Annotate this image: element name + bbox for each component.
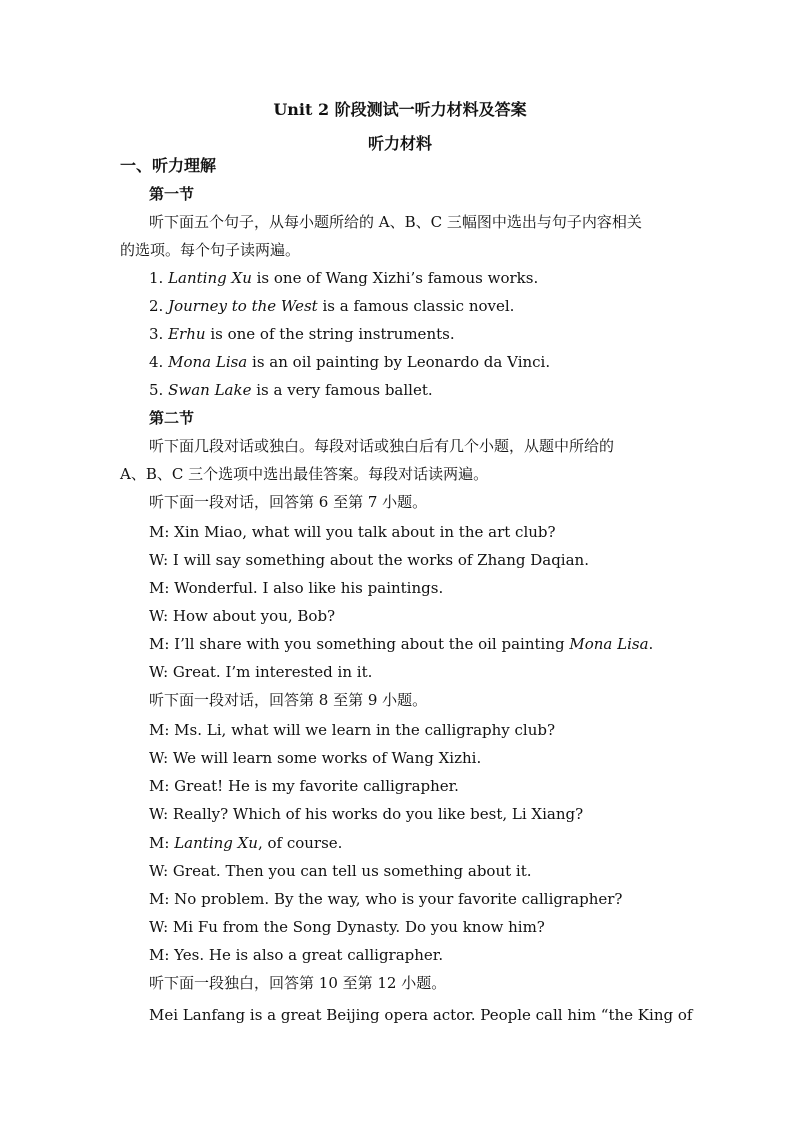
dialog-line: W: Great. I’m interested in it.	[149, 663, 373, 681]
dialog-line: W: Great. Then you can tell us something about it.	[149, 862, 532, 880]
dialog-line: M: Lanting Xu, of course.	[149, 834, 343, 852]
part2-instruction-line2: A、B、C 三个选项中选出最佳答案。每段对话读两遍。	[120, 465, 489, 483]
dialog-line: W: Mi Fu from the Song Dynasty. Do you know him?	[149, 918, 545, 936]
dialog-line: M: Great! He is my favorite calligrapher.	[149, 777, 459, 795]
dialog-line: M: Wonderful. I also like his paintings.	[149, 579, 444, 597]
dialog-intro: 听下面一段对话，回答第 6 至第 7 小题。	[149, 493, 428, 511]
monologue-intro: 听下面一段独白，回答第 10 至第 12 小题。	[149, 974, 447, 992]
dialog-line: M: Yes. He is also a great calligrapher.	[149, 946, 444, 964]
sentence-item: 3. Erhu is one of the string instruments.	[149, 325, 455, 343]
part1-instruction-line1: 听下面五个句子，从每小题所给的 A、B、C 三幅图中选出与句子内容相关	[149, 213, 642, 231]
dialog-line: M: Ms. Li, what will we learn in the calligraphy club?	[149, 721, 556, 739]
sentence-item: 5. Swan Lake is a very famous ballet.	[149, 381, 433, 399]
dialog-line: M: I’ll share with you something about the oil painting Mona Lisa.	[149, 635, 654, 653]
part2-instruction-line1: 听下面几段对话或独白。每段对话或独白后有几个小题，从题中所给的	[149, 437, 615, 455]
part2-heading: 第二节	[149, 409, 195, 427]
dialog-line: M: No problem. By the way, who is your favorite calligrapher?	[149, 890, 623, 908]
dialog-line: W: Really? Which of his works do you like best, Li Xiang?	[149, 805, 584, 823]
dialog-intro: 听下面一段对话，回答第 8 至第 9 小题。	[149, 691, 428, 709]
dialog-line: W: We will learn some works of Wang Xizhi.	[149, 749, 482, 767]
monologue-line: Mei Lanfang is a great Beijing opera actor. People call him “the King of	[149, 1006, 693, 1024]
sentence-item: 1. Lanting Xu is one of Wang Xizhi’s famous works.	[149, 269, 539, 287]
document-title: Unit 2 阶段测试一听力材料及答案	[273, 100, 527, 119]
part1-heading: 第一节	[149, 185, 195, 203]
dialog-line: M: Xin Miao, what will you talk about in the art club?	[149, 523, 556, 541]
dialog-line: W: I will say something about the works of Zhang Daqian.	[149, 551, 589, 569]
sentence-item: 4. Mona Lisa is an oil painting by Leonardo da Vinci.	[149, 353, 551, 371]
dialog-line: W: How about you, Bob?	[149, 607, 336, 625]
sentence-item: 2. Journey to the West is a famous classic novel.	[149, 297, 515, 315]
document-subtitle: 听力材料	[367, 134, 432, 153]
part1-instruction-line2: 的选项。每个句子读两遍。	[120, 241, 301, 259]
section-heading-listening: 一、听力理解	[120, 156, 217, 175]
